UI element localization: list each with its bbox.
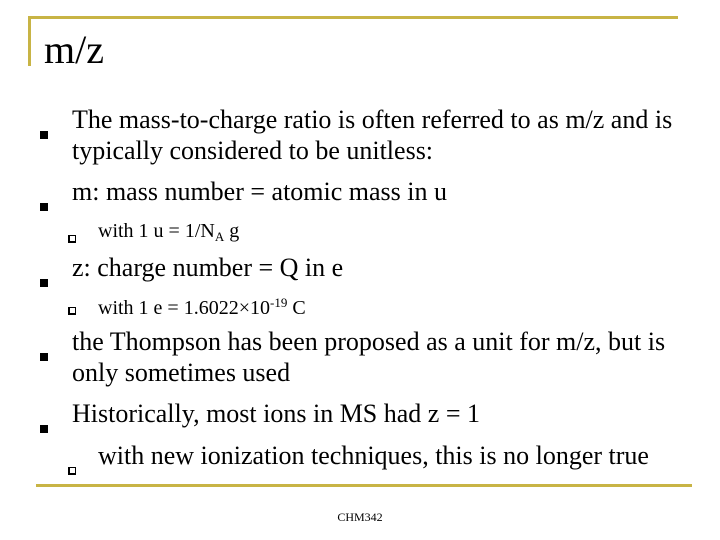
bullet-item-5 [40, 398, 700, 429]
sub-bullet-text: with new ionization techniques, this is no longer true [98, 441, 649, 470]
sub-bullet-item-3 [68, 440, 700, 471]
hollow-square-bullet-icon [68, 451, 76, 482]
sub-bullet-text: with 1 $e = 1.6022\times 10^{-19}$ C [98, 295, 306, 320]
hollow-square-bullet-icon [68, 296, 76, 322]
square-bullet-icon [40, 187, 48, 218]
frame-accent-horizontal [28, 16, 678, 19]
bullet-item-1 [40, 104, 700, 166]
square-bullet-icon [40, 115, 48, 146]
bullet-text: z: charge number = Q in e [72, 253, 344, 282]
frame-accent-vertical [28, 16, 31, 66]
sub-bullet-item-1 [68, 218, 700, 250]
bullet-item-2 [40, 176, 700, 207]
square-bullet-icon [40, 409, 48, 440]
square-bullet-icon [40, 337, 48, 368]
bullet-text: Historically, most ions in MS had z = 1 [72, 399, 481, 428]
bullet-text: The mass-to-charge ratio is often referred to as m/z and is typically considered to be unitless: [72, 105, 673, 165]
hollow-square-bullet-icon [68, 224, 76, 250]
bullet-item-3 [40, 252, 700, 283]
slide-title: m/z [44, 27, 104, 72]
slide-footer: CHM342 [337, 510, 383, 524]
bullet-text: the Thompson has been proposed as a unit for m/z, but is only sometimes used [72, 327, 666, 387]
square-bullet-icon [40, 263, 48, 294]
bullet-text: m: mass number = atomic mass in u [72, 177, 448, 206]
bullet-item-4 [40, 326, 700, 388]
sub-bullet-item-2 [68, 290, 700, 321]
footer-divider [36, 484, 692, 487]
sub-bullet-text: with 1 $u = 1/N_A$ g [98, 220, 240, 244]
